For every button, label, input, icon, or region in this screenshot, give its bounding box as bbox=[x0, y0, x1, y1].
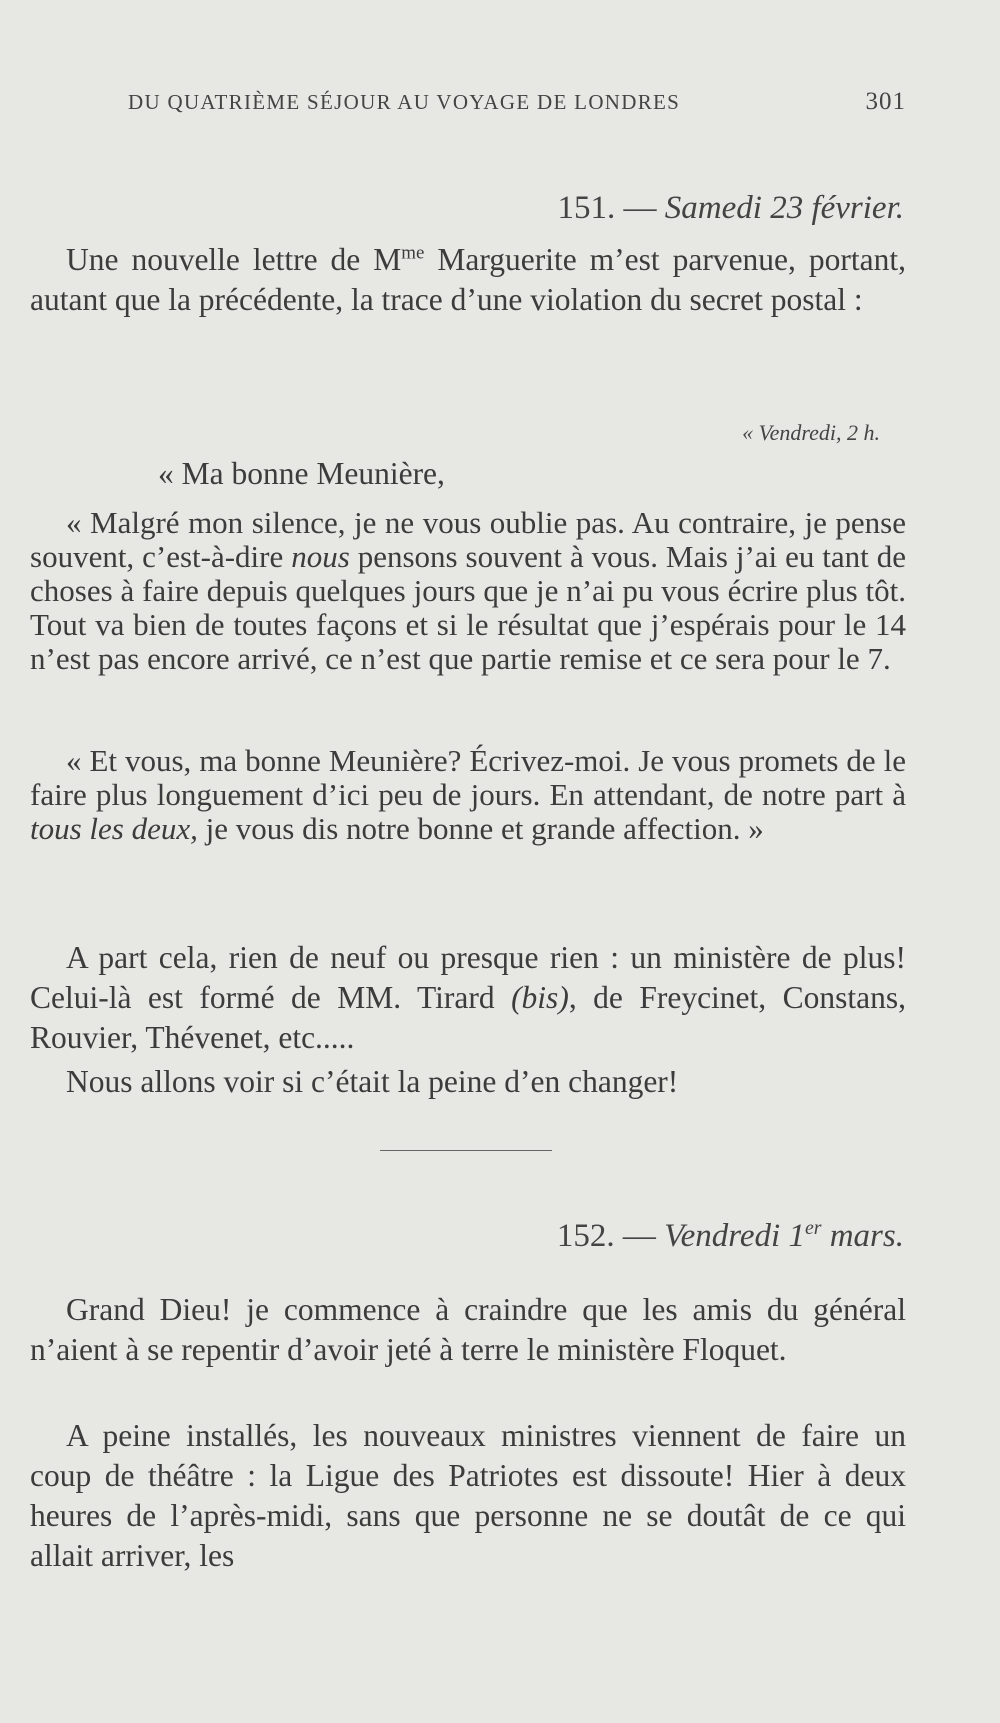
emphasis: (bis) bbox=[511, 980, 569, 1015]
entry-date: Samedi 23 février. bbox=[664, 190, 904, 226]
paragraph-intro bbox=[30, 240, 906, 320]
entry-152-heading bbox=[557, 1218, 904, 1255]
paragraph-text: « Et vous, ma bonne Meunière? Écrivez-moi. Je vous promets de le faire plus longuement d’ici peu de jours. En attendant, de notre part à bbox=[30, 743, 906, 812]
entry-date-text: Vendredi 1 bbox=[664, 1218, 805, 1254]
page-number: 301 bbox=[865, 88, 906, 115]
letter-salutation: « Ma bonne Meunière, bbox=[158, 456, 445, 491]
entry-number: 152. — bbox=[556, 1218, 665, 1254]
emphasis: tous les deux, bbox=[30, 811, 198, 846]
letter-paragraph-2 bbox=[30, 744, 906, 846]
paragraph-ministry bbox=[30, 938, 906, 1058]
paragraph-text: Marguerite m’est parvenue, portant, autant que la précédente, la trace d’une violation du secret postal : bbox=[30, 242, 906, 317]
paragraph-text: , de Freycinet, Constans, Rouvier, Thévenet, etc..... bbox=[30, 980, 906, 1055]
paragraph-text: « Malgré mon silence, je ne vous oublie pas. Au contraire, je pense souvent, c’est-à-dire bbox=[30, 505, 906, 574]
letter-dateline: « Vendredi, 2 h. bbox=[742, 420, 880, 445]
entry-number: 151. — bbox=[557, 190, 665, 226]
running-title: DU QUATRIÈME SÉJOUR AU VOYAGE DE LONDRES bbox=[128, 90, 681, 114]
entry-date-text: mars. bbox=[821, 1218, 904, 1254]
paragraph-text: pensons souvent à vous. Mais j’ai eu tant de choses à faire depuis quelques jours que je n’ai pu vous écrire plus tôt. Tout va bien de toutes façons et si le résultat que j’espérais pour le 14 n’est pas encore arrivé, ce n’est que partie remise et ce sera pour le 7. bbox=[30, 539, 906, 676]
running-header bbox=[128, 90, 906, 115]
emphasis: nous bbox=[291, 539, 350, 574]
paragraph-text: A part cela, rien de neuf ou presque rien : un ministère de plus! Celui-là est formé de MM. Tirard bbox=[30, 940, 906, 1015]
entry-151-heading bbox=[558, 190, 904, 227]
paragraph-ligue: A peine installés, les nouveaux ministres viennent de faire un coup de théâtre : la Ligue des Patriotes est dissoute! Hier à deux heures de l’après-midi, sans que personne ne se doutât de ce qui allait arriver, les bbox=[30, 1418, 906, 1573]
section-divider bbox=[380, 1150, 552, 1151]
letter-paragraph-1 bbox=[30, 506, 906, 676]
superscript: er bbox=[804, 1217, 822, 1239]
paragraph-closing: Nous allons voir si c’était la peine d’en changer! bbox=[66, 1064, 679, 1099]
entry-date bbox=[664, 1218, 904, 1254]
paragraph-text: Une nouvelle lettre de M bbox=[66, 242, 402, 277]
paragraph-grand-dieu: Grand Dieu! je commence à craindre que les amis du général n’aient à se repentir d’avoir jeté à terre le ministère Floquet. bbox=[30, 1292, 906, 1367]
superscript: me bbox=[401, 242, 425, 264]
paragraph-text: je vous dis notre bonne et grande affection. » bbox=[197, 811, 764, 846]
